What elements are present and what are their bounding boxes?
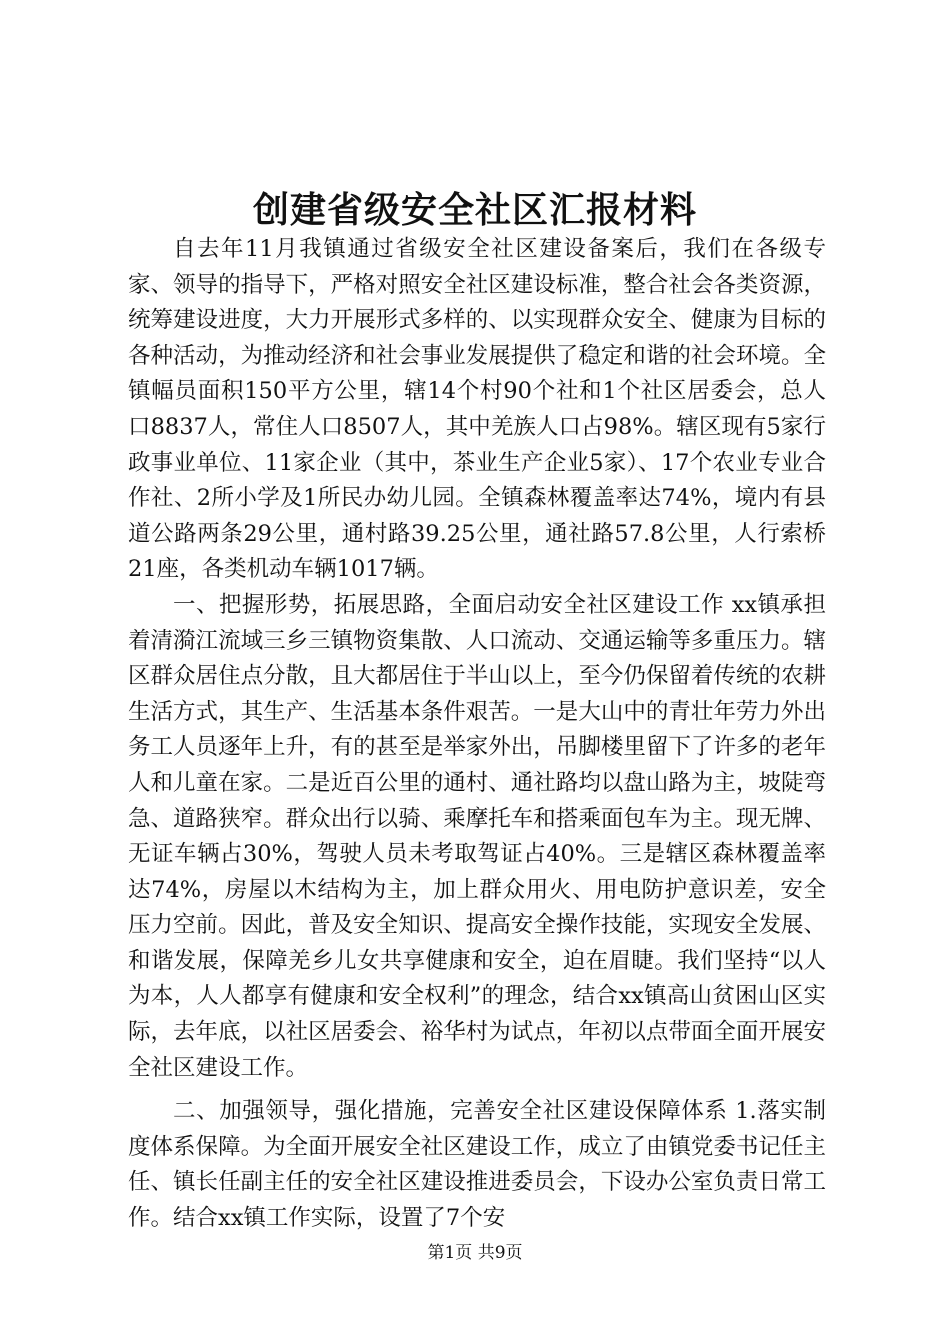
document-title: 创建省级安全社区汇报材料 [252,189,697,231]
page-footer: 第1页 共9页 [427,1243,523,1263]
paragraph-section-two: 二、加强领导，强化措施，完善安全社区建设保障体系 1.落实制度体系保障。为全面开展安全社区建设工作，成立了由镇党委书记任主任、镇长任副主任的安全社区建设推进委员会，下设办公室负责日常工作。结合xx镇工作实际，设置了7个安 [128,1098,826,1232]
document-body [128,232,826,1237]
paragraph-intro: 自去年11月我镇通过省级安全社区建设备案后，我们在各级专家、领导的指导下，严格对照安全社区建设标准，整合社会各类资源，统筹建设进度，大力开展形式多样的、以实现群众安全、健康为目标的各种活动，为推动经济和社会事业发展提供了稳定和谐的社会环境。全镇幅员面积150平方公里，辖14个村90个社和1个社区居委会，总人口8837人，常住人口8507人，其中羌族人口占98%。辖区现有5家行政事业单位、11家企业（其中，茶业生产企业5家）、17个农业专业合作社、2所小学及1所民办幼儿园。全镇森林覆盖率达74%，境内有县道公路两条29公里，通村路39.25公里，通社路57.8公里，人行索桥21座，各类机动车辆1017辆。 [128,236,826,583]
paragraph-section-one: 一、把握形势，拓展思路，全面启动安全社区建设工作 xx镇承担着清漪江流域三乡三镇物资集散、人口流动、交通运输等多重压力。辖区群众居住点分散，且大都居住于半山以上，至今仍保留着传统的农耕生活方式，其生产、生活基本条件艰苦。一是大山中的青壮年劳力外出务工人员逐年上升，有的甚至是举家外出，吊脚楼里留下了许多的老年人和儿童在家。二是近百公里的通村、通社路均以盘山路为主，坡陡弯急、道路狭窄。群众出行以骑、乘摩托车和搭乘面包车为主。现无牌、无证车辆占30%，驾驶人员未考取驾证占40%。三是辖区森林覆盖率达74%，房屋以木结构为主，加上群众用火、用电防护意识差，安全压力空前。因此，普及安全知识、提高安全操作技能，实现安全发展、和谐发展，保障羌乡儿女共享健康和安全，迫在眉睫。我们坚持“以人为本，人人都享有健康和安全权利”的理念，结合xx镇高山贫困山区实际，去年底，以社区居委会、裕华村为试点，年初以点带面全面开展安全社区建设工作。 [128,591,826,1081]
